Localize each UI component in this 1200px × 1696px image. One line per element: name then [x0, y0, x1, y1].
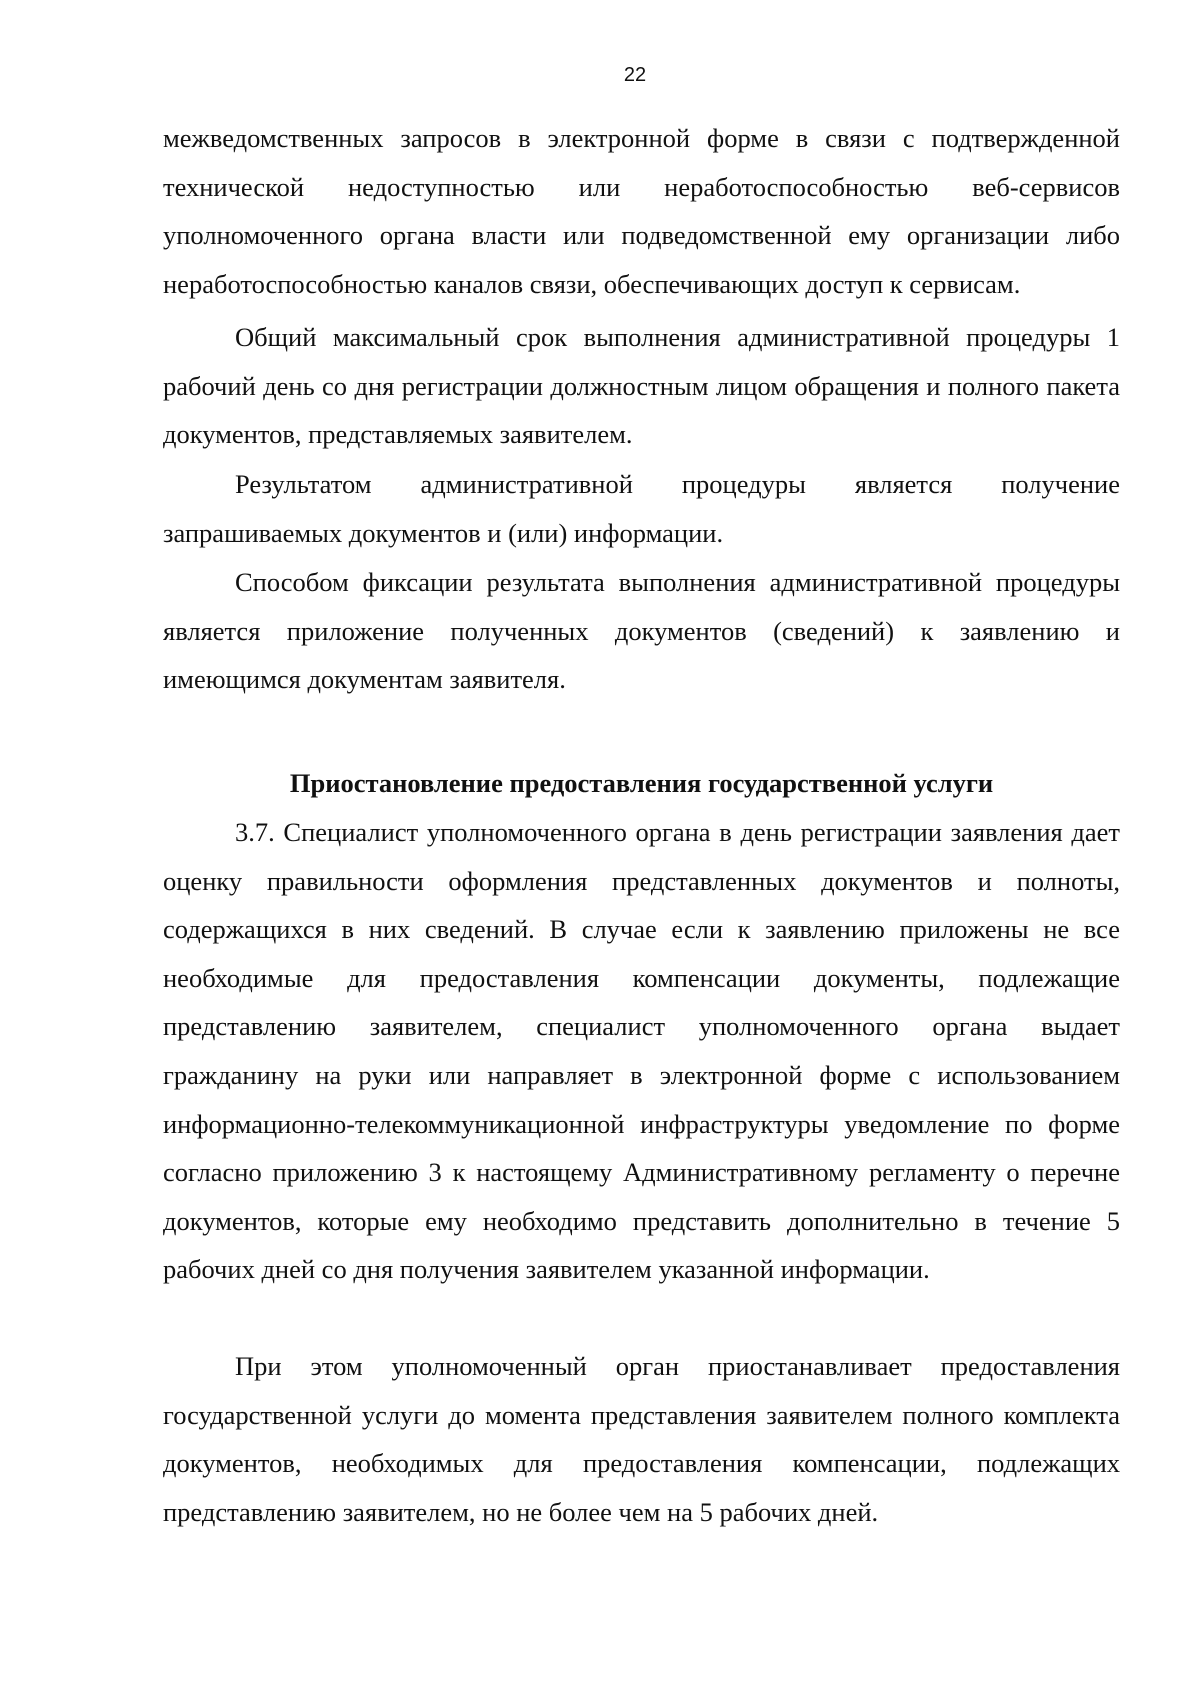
page-number: 22 [623, 64, 647, 86]
section-heading: Приостановление предоставления государственной услуги [289, 768, 994, 798]
paragraph-fixation-block [163, 558, 1120, 704]
paragraph-result: Результатом административной процедуры является получение запрашиваемых документов и (или) информации. [163, 469, 1120, 548]
paragraph-suspension: При этом уполномоченный орган приостанавливает предоставления государственной услуги до момента представления заявителем полного комплекта документов, необходимых для предоставления компенсации, подлежащих представлению заявителем, но не более чем на 5 рабочих дней. [163, 1351, 1120, 1527]
paragraph-continuation-block [163, 114, 1120, 308]
paragraph-result-block [163, 460, 1120, 557]
paragraph-continuation: межведомственных запросов в электронной форме в связи с подтвержденной технической недоступностью или неработоспособностью веб-сервисов уполномоченного органа власти или подведомственной ему организации либо неработоспособностью каналов связи, обеспечивающих доступ к сервисам. [163, 123, 1120, 299]
paragraph-max-term: Общий максимальный срок выполнения административной процедуры 1 рабочий день со дня регистрации должностным лицом обращения и полного пакета документов, представляемых заявителем. [163, 322, 1120, 450]
paragraph-fixation: Способом фиксации результата выполнения административной процедуры является приложение полученных документов (сведений) к заявлению и имеющимся документам заявителя. [163, 567, 1120, 695]
paragraph-suspension-block [163, 1342, 1120, 1536]
paragraph-3-7: 3.7. Специалист уполномоченного органа в день регистрации заявления дает оценку правильности оформления представленных документов и полноты, содержащихся в них сведений. В случае если к заявлению приложены не все необходимые для предоставления компенсации документы, подлежащие представлению заявителем, специалист уполномоченного органа выдает гражданину на руки или направляет в электронной форме с использованием информационно-телекоммуникационной инфраструктуры уведомление по форме согласно приложению 3 к настоящему Административному регламенту о перечне документов, которые ему необходимо представить дополнительно в течение 5 рабочих дней со дня получения заявителем указанной информации. [163, 817, 1120, 1285]
paragraph-max-term-block [163, 313, 1120, 459]
paragraph-3-7-block [163, 808, 1120, 1294]
